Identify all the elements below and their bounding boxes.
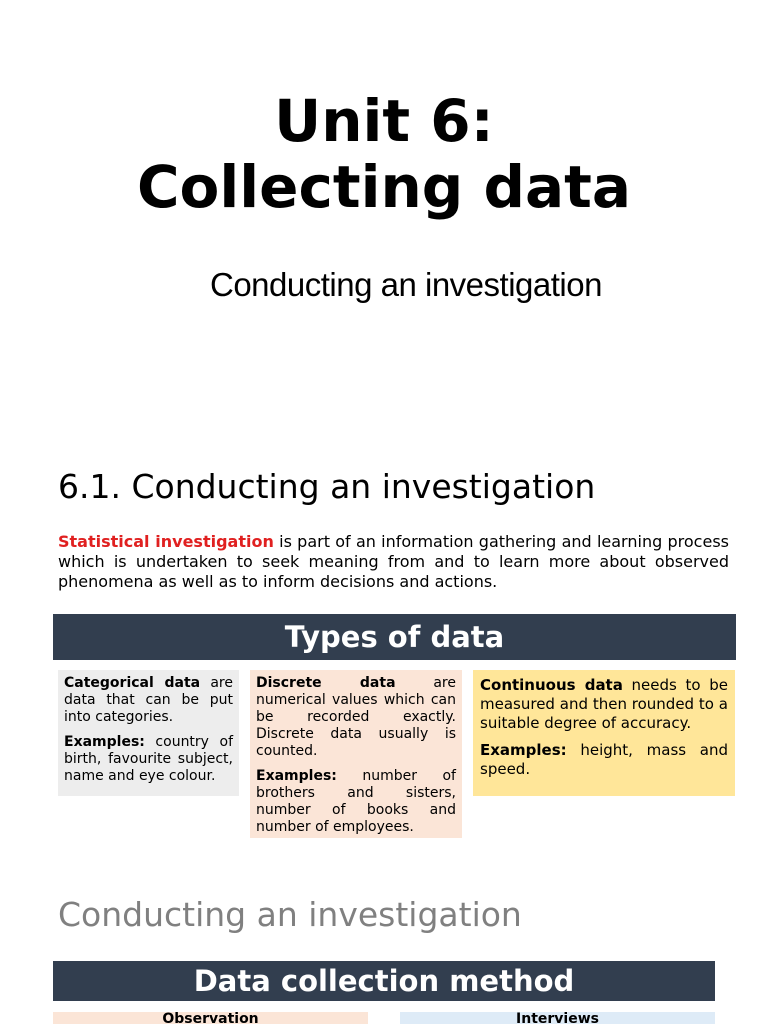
interviews-label: Interviews bbox=[516, 1012, 599, 1024]
discrete-definition-text: are numerical values which can be recorded exactly. Discrete data usually is counted. bbox=[256, 675, 456, 759]
discrete-term: Discrete data bbox=[256, 675, 396, 691]
interviews-column-header bbox=[400, 1012, 715, 1024]
categorical-definition bbox=[64, 675, 233, 726]
data-collection-method-banner: Data collection method bbox=[53, 961, 715, 1001]
title-line-1: Unit 6: bbox=[274, 87, 494, 155]
intro-paragraph bbox=[58, 532, 729, 592]
page-subtitle: Conducting an investigation bbox=[210, 266, 602, 303]
types-of-data-banner: Types of data bbox=[53, 614, 736, 660]
categorical-examples-label: Examples: bbox=[64, 734, 145, 750]
discrete-examples bbox=[256, 768, 456, 836]
categorical-examples bbox=[64, 734, 233, 785]
page-title bbox=[0, 88, 768, 220]
discrete-examples-label: Examples: bbox=[256, 768, 337, 784]
categorical-definition-text: are data that can be put into categories. bbox=[64, 675, 233, 725]
continuous-examples bbox=[480, 741, 728, 779]
categorical-examples-text: country of birth, favourite subject, name and eye colour. bbox=[64, 734, 233, 784]
discrete-examples-text: number of brothers and sisters, number of books and number of employees. bbox=[256, 768, 456, 835]
title-line-2: Collecting data bbox=[136, 153, 632, 221]
continuous-examples-label: Examples: bbox=[480, 741, 567, 759]
observation-column-header bbox=[53, 1012, 368, 1024]
section-heading: 6.1. Conducting an investigation bbox=[58, 467, 596, 506]
conducting-heading: Conducting an investigation bbox=[58, 895, 522, 934]
continuous-term: Continuous data bbox=[480, 676, 623, 694]
discrete-definition bbox=[256, 675, 456, 760]
observation-label: Observation bbox=[162, 1012, 259, 1024]
categorical-data-card bbox=[58, 670, 239, 796]
categorical-term: Categorical data bbox=[64, 675, 201, 691]
continuous-definition-text: needs to be measured and then rounded to a suitable degree of accuracy. bbox=[480, 676, 728, 732]
continuous-definition bbox=[480, 676, 728, 733]
discrete-data-card bbox=[250, 670, 462, 838]
continuous-data-card bbox=[473, 670, 735, 796]
continuous-examples-text: height, mass and speed. bbox=[480, 741, 728, 778]
intro-term: Statistical investigation bbox=[58, 532, 274, 551]
intro-text: is part of an information gathering and learning process which is undertaken to seek meaning from and to learn more about observed phenomena as well as to inform decisions and actions. bbox=[58, 532, 729, 591]
